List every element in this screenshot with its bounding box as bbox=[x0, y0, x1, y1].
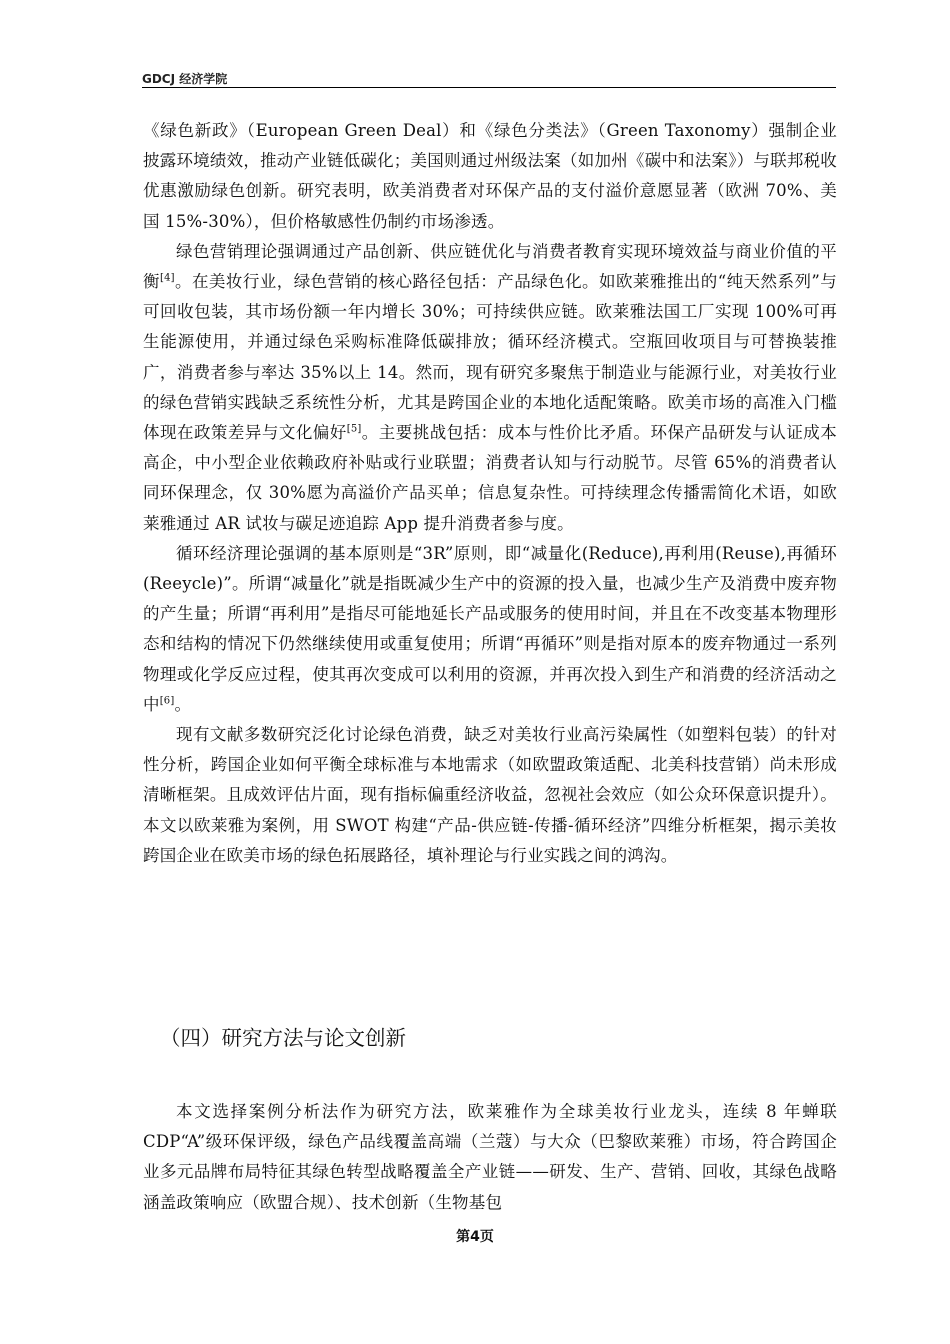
header-title: GDCJ 经济学院 bbox=[142, 72, 228, 86]
paragraph-green-marketing-part1: 绿色营销理论强调通过产品创新、供应链优化与消费者教育实现环境效益与商业价值的平衡 bbox=[143, 241, 837, 292]
page-header bbox=[142, 68, 836, 88]
citation-6: [6] bbox=[159, 695, 175, 707]
paragraph-policy: 《绿色新政》（European Green Deal）和《绿色分类法》（Green Taxonomy）强制企业披露环境绩效，推动产业链低碳化；美国则通过州级法案（如加州《碳中和法案》）与联邦税收优惠激励绿色创新。研究表明，欧美消费者对环保产品的支付溢价意愿显著（欧洲 70%、美国 15%-30%），但价格敏感性仍制约市场渗透。 bbox=[143, 121, 837, 231]
paragraph-literature-gap: 现有文献多数研究泛化讨论绿色消费，缺乏对美妆行业高污染属性（如塑料包装）的针对性分析，跨国企业如何平衡全球标准与本地需求（如欧盟政策适配、北美科技营销）尚未形成清晰框架。且成效评估片面，现有指标偏重经济收益，忽视社会效应（如公众环保意识提升）。本文以欧莱雅为案例，用 SWOT 构建“产品-供应链-传播-循环经济”四维分析框架，揭示美妆跨国企业在欧美市场的绿色拓展路径，填补理论与行业实践之间的鸿沟。 bbox=[143, 725, 837, 865]
citation-5: [5] bbox=[346, 423, 362, 435]
paragraph-green-marketing-part3: 。主要挑战包括：成本与性价比矛盾。环保产品研发与认证成本高企，中小型企业依赖政府补贴或行业联盟；消费者认知与行动脱节。尽管 65%的消费者认同环保理念，仅 30%愿为高溢价产品买单；信息复杂性。可持续理念传播需简化术语，如欧莱雅通过 AR 试妆与碳足迹追踪 App 提升消费者参与度。 bbox=[143, 423, 837, 533]
body-text-upper bbox=[143, 116, 837, 871]
paragraph-circular-economy-text: 循环经济理论强调的基本原则是“3R”原则，即“减量化(Reduce),再利用(Reuse),再循环(Reeycle)”。所谓“减量化”就是指既减少生产中的资源的投入量，也减少生产及消费中废弃物的产生量；所谓“再利用”是指尽可能地延长产品或服务的使用时间，并且在不改变基本物理形态和结构的情况下仍然继续使用或重复使用；所谓“再循环”则是指对原本的废弃物通过一系列物理或化学反应过程，使其再次变成可以利用的资源，并再次投入到生产和消费的经济活动之中 bbox=[143, 543, 837, 714]
page-number: 第4页 bbox=[456, 1229, 494, 1245]
paragraph-circular-economy-end: 。 bbox=[174, 694, 192, 714]
citation-4: [4] bbox=[159, 272, 175, 284]
paragraph-circular-economy bbox=[143, 539, 837, 720]
paragraph-green-marketing-part2: 。在美妆行业，绿色营销的核心路径包括：产品绿色化。如欧莱雅推出的“纯天然系列”与可回收包装，其市场份额一年内增长 30%；可持续供应链。欧莱雅法国工厂实现 100%可再生能源使用，并通过绿色采购标准降低碳排放；循环经济模式。空瓶回收项目与可替换装推广，消费者参与率达 35%以上 14。然而，现有研究多聚焦于制造业与能源行业，对美妆行业的绿色营销实践缺乏系统性分析，尤其是跨国企业的本地化适配策略。欧美市场的高准入门槛体现在政策差异与文化偏好 bbox=[143, 272, 838, 443]
paragraph-green-marketing bbox=[143, 237, 837, 539]
paragraph-methodology: 本文选择案例分析法作为研究方法，欧莱雅作为全球美妆行业龙头，连续 8 年蝉联 CDP“A”级环保评级，绿色产品线覆盖高端（兰蔻）与大众（巴黎欧莱雅）市场，符合跨国企业多元品牌布局特征其绿色转型战略覆盖全产业链——研发、生产、营销、回收，其绿色战略涵盖政策响应（欧盟合规）、技术创新（生物基包 bbox=[143, 1102, 837, 1212]
section-heading: （四）研究方法与论文创新 bbox=[160, 1026, 406, 1050]
body-text-lower bbox=[143, 1097, 837, 1218]
